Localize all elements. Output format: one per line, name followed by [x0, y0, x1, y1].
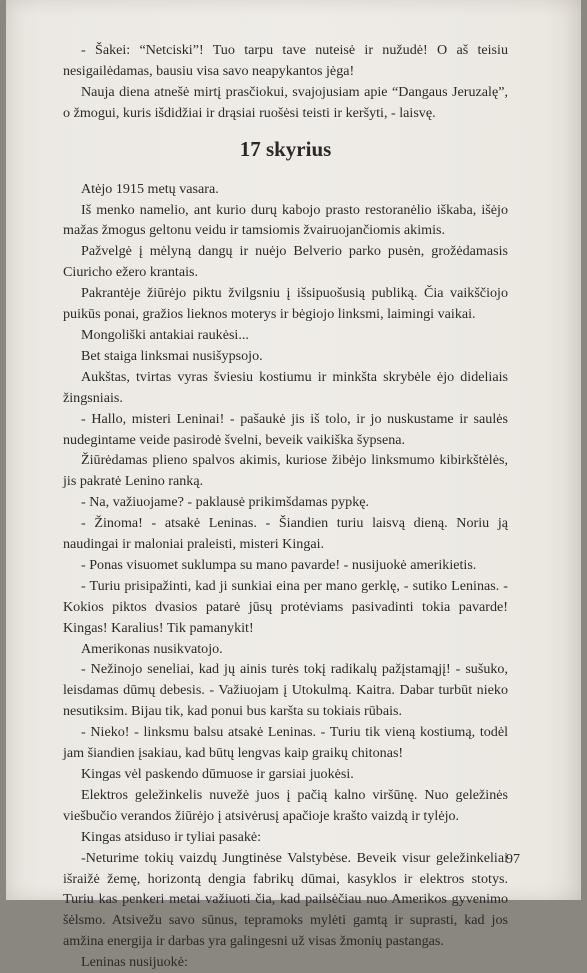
paragraph: Kingas vėl paskendo dūmuose ir garsiai juokėsi. — [81, 766, 354, 782]
paragraph: - Nieko! - linksmu balsu atsakė Leninas. - Turiu tik vieną kostiumą, todėl jam šiandien įsakiau, kad būtų lengvas kaip graikų chitonas! — [63, 724, 508, 762]
paragraph: Žiūrėdamas plieno spalvos akimis, kuriose žibėjo linksmumo kibirkštėlės, jis pakratė Lenino ranką. — [63, 452, 508, 490]
paragraph: Elektros geležinkelis nuvežė juos į pačią kalno viršūnę. Nuo geležinės viešbučio verandos žiūrėjo į atsivėrusį apačioje krašto vaizdą ir tylėjo. — [63, 786, 508, 824]
chapter-title: 17 skyrius — [239, 136, 332, 161]
paragraph: Pažvelgė į mėlyną dangų ir nuėjo Belverio parko pusėn, grožėdamasis Ciuricho ežero krantais. — [63, 243, 508, 281]
paragraph: Mongoliški antakiai raukėsi... — [81, 326, 249, 343]
paragraph: Iš menko namelio, ant kurio durų kabojo prasto restoranėlio iškaba, išėjo mažas žmogus geltonu veidu ir tamsiomis žvairuojančiomis akimis. — [63, 201, 508, 239]
paragraph: - Turiu prisipažinti, kad ji sunkiai eina per mano gerklę, - sutiko Leninas. - Kokios piktos dvasios patarė jūsų protėviams pasivadinti tokia pavarde! Kingas! Karalius! Tik pamanykit! — [63, 577, 508, 636]
paragraph: Leninas nusijuokė: — [81, 954, 188, 971]
paragraph: Kingas atsiduso ir tyliai pasakė: — [81, 828, 262, 845]
page-text — [63, 40, 508, 973]
paragraph: - Na, važiuojame? - paklausė prikimšdamas pypkę. — [81, 494, 370, 511]
paragraph: Amerikonas nusikvatojo. — [81, 640, 223, 657]
paragraph: - Šakei: “Netciski”! Tuo tarpu tave nuteisė ir nužudė! O aš teisiu nesigailėdamas, bausiu visa savo neapykantos jėga! — [63, 42, 508, 79]
paragraph: Atėjo 1915 metų vasara. — [81, 180, 219, 197]
paragraph: - Hallo, misteri Leninai! - pašaukė jis iš tolo, ir jo nuskustame ir saulės nudegintame veide pasirodė švelni, beveik vaikiška šypsena. — [63, 410, 508, 448]
paragraph: -Neturime tokių vaizdų Jungtinėse Valstybėse. Beveik visur geležinkeliai išraižė žemę, horizontą dengia fabrikų dūmai, kasyklos ir elektros stotys. Turiu kas penkeri metai važiuoti čia, kad pailsėčiau nuo Amerikos gyvenimo šėlsmo. Atsivežu savo sūnus, tepramoks mylėti gamtą ir suprasti, kad jos amžina energija ir darbas yra galingesni už visas žmonių pastangas. — [63, 849, 508, 950]
paragraph: Pakrantėje žiūrėjo piktu žvilgsniu į išsipuošusią publiką. Čia vaikščiojo puikūs ponai, gražios lieknos moterys ir bėgiojo linksmi, laimingi vaikai. — [63, 285, 508, 323]
paragraph: Bet staiga linksmai nusišypsojo. — [81, 347, 263, 364]
paragraph: Aukštas, tvirtas vyras šviesiu kostiumu ir minkšta skrybėle ėjo dideliais žingsniais. — [63, 368, 508, 406]
paragraph: - Nežinojo seneliai, kad jų ainis turės tokį radikalų pažįstamąjį! - sušuko, leisdamas dūmų debesis. - Važiuojam į Utokulmą. Kaitra. Dabar turbūt nieko nesutiksim. Bijau tik, kad ponui bus karšta su tokiais rūbais. — [63, 661, 508, 720]
page-number: 97 — [506, 852, 520, 867]
book-page — [6, 0, 581, 971]
paragraph: Nauja diena atnešė mirtį prasčiokui, svajojusiam apie “Dangaus Jeruzalę”, o žmogui, kuris išdidžiai ir drąsiai ruošėsi teisti ir keršyti, - laisvę. — [63, 83, 508, 121]
paragraph: - Žinoma! - atsakė Leninas. - Šiandien turiu laisvą dieną. Noriu ją naudingai ir maloniai praleisti, misteri Kingai. — [63, 515, 508, 553]
paragraph: - Ponas visuomet suklumpa su mano pavarde! - nusijuokė amerikietis. — [81, 556, 477, 573]
